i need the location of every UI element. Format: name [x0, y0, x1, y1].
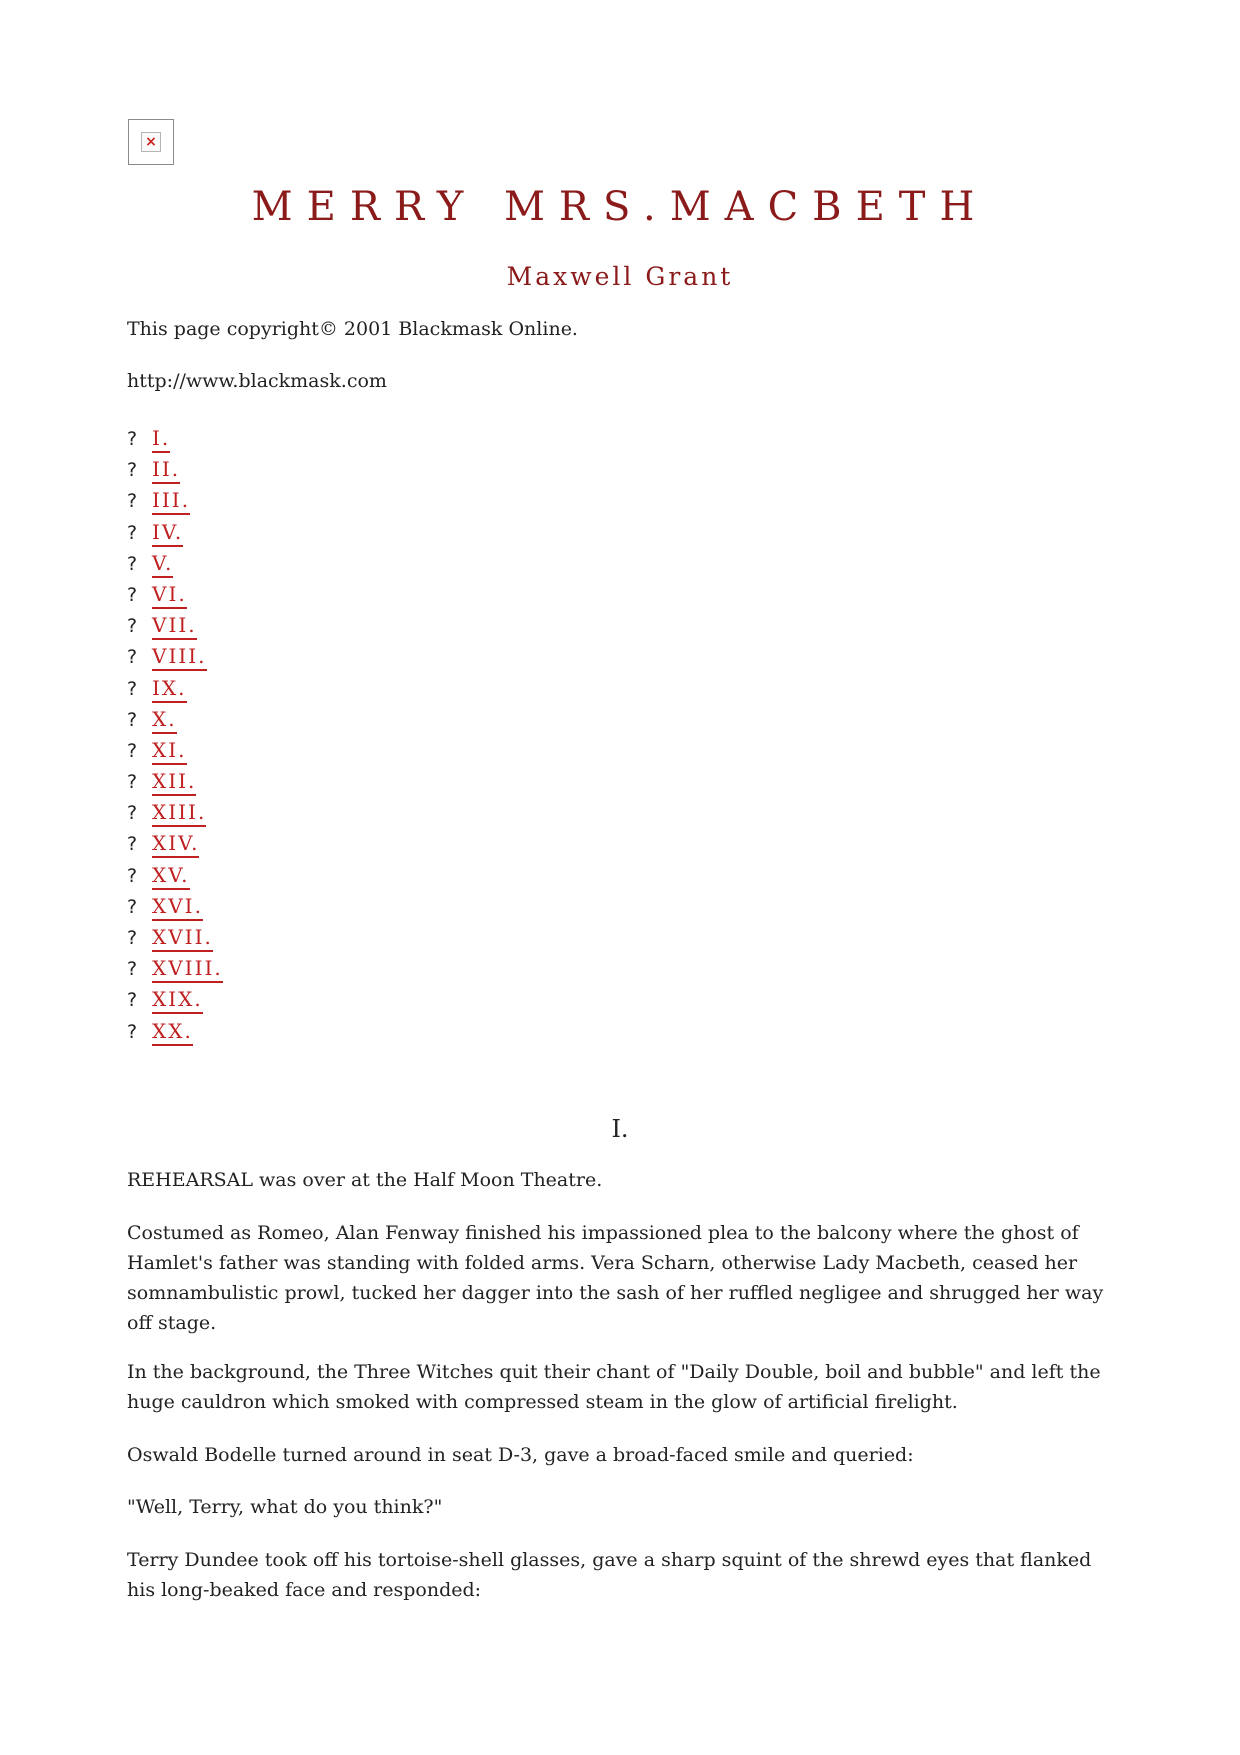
toc-bullet: ? — [127, 927, 138, 949]
toc-item — [127, 1017, 223, 1048]
toc-link-19[interactable]: XIX. — [152, 987, 203, 1014]
toc-bullet: ? — [127, 802, 138, 825]
toc-item — [127, 829, 223, 860]
toc-link-7[interactable]: VII. — [152, 613, 197, 640]
toc-bullet: ? — [127, 708, 138, 731]
toc-link-9[interactable]: IX. — [152, 676, 187, 703]
toc-item — [127, 892, 223, 923]
broken-image-x-icon: × — [145, 134, 157, 150]
toc-item — [127, 424, 223, 455]
toc-link-11[interactable]: XI. — [152, 738, 187, 765]
broken-image-frame — [141, 132, 161, 152]
toc-item — [127, 767, 223, 798]
toc-link-12[interactable]: XII. — [152, 769, 196, 796]
toc-bullet: ? — [127, 895, 138, 918]
toc-link-17[interactable]: XVII. — [152, 925, 213, 952]
toc-bullet: ? — [127, 646, 138, 669]
copyright-notice: This page copyright© 2001 Blackmask Online. — [127, 318, 578, 340]
toc-link-3[interactable]: III. — [152, 488, 190, 515]
toc-link-16[interactable]: XVI. — [152, 894, 203, 921]
paragraph-6: Terry Dundee took off his tortoise-shell glasses, gave a sharp squint of the shrewd eyes that flanked his long-beaked face and responded: — [127, 1549, 1092, 1601]
toc-item — [127, 705, 223, 736]
toc-item — [127, 518, 223, 549]
toc-link-5[interactable]: V. — [152, 551, 173, 578]
toc-bullet: ? — [127, 552, 138, 575]
toc-bullet: ? — [127, 428, 138, 450]
toc-item — [127, 580, 223, 611]
toc-link-4[interactable]: IV. — [152, 520, 183, 547]
toc-link-1[interactable]: I. — [152, 426, 170, 453]
toc-bullet: ? — [127, 989, 138, 1012]
document-title: MERRY MRS.MACBETH — [251, 184, 989, 230]
toc-bullet: ? — [127, 677, 138, 700]
toc-item — [127, 736, 223, 767]
toc-item — [127, 455, 223, 486]
document-author: Maxwell Grant — [506, 262, 734, 291]
toc-link-18[interactable]: XVIII. — [152, 956, 223, 983]
toc-bullet: ? — [127, 521, 138, 544]
toc-item — [127, 861, 223, 892]
toc-item — [127, 611, 223, 642]
paragraph-2: Costumed as Romeo, Alan Fenway finished his impassioned plea to the balcony where the ghost of Hamlet's father was standing with folded arms. Vera Scharn, otherwise Lady Macbeth, ceased her somnambulistic prowl, tucked her dagger into the sash of her ruffled negligee and shrugged her way off stage. — [127, 1222, 1104, 1334]
toc-bullet: ? — [127, 490, 138, 513]
source-url: http://www.blackmask.com — [127, 370, 387, 392]
toc-bullet: ? — [127, 771, 138, 794]
toc-link-6[interactable]: VI. — [152, 582, 187, 609]
paragraph-5: "Well, Terry, what do you think?" — [127, 1496, 443, 1518]
toc-item — [127, 923, 223, 954]
toc-bullet: ? — [127, 833, 138, 856]
toc-link-13[interactable]: XIII. — [152, 800, 206, 827]
toc-link-8[interactable]: VIII. — [152, 644, 207, 671]
paragraph-1: REHEARSAL was over at the Half Moon Theatre. — [127, 1169, 603, 1191]
toc-item — [127, 674, 223, 705]
toc-bullet: ? — [127, 864, 138, 887]
toc-link-10[interactable]: X. — [152, 707, 177, 734]
toc-bullet: ? — [127, 739, 138, 762]
toc-item — [127, 798, 223, 829]
toc-link-15[interactable]: XV. — [152, 863, 190, 890]
paragraph-4: Oswald Bodelle turned around in seat D-3, gave a broad-faced smile and queried: — [127, 1444, 914, 1466]
toc-bullet: ? — [127, 958, 138, 981]
toc-link-14[interactable]: XIV. — [152, 831, 199, 858]
broken-image-icon — [128, 119, 174, 165]
toc-bullet: ? — [127, 1020, 138, 1043]
paragraph-3: In the background, the Three Witches quit their chant of "Daily Double, boil and bubble" and left the huge cauldron which smoked with compressed steam in the glow of artificial firelight. — [127, 1361, 1101, 1413]
toc-bullet: ? — [127, 583, 138, 606]
toc-bullet: ? — [127, 615, 138, 638]
table-of-contents — [127, 424, 223, 1048]
toc-item — [127, 642, 223, 673]
toc-item — [127, 954, 223, 985]
chapter-heading: I. — [611, 1115, 629, 1143]
toc-item — [127, 985, 223, 1016]
toc-bullet: ? — [127, 459, 138, 482]
toc-link-2[interactable]: II. — [152, 457, 180, 484]
toc-item — [127, 486, 223, 517]
toc-link-20[interactable]: XX. — [152, 1019, 193, 1046]
toc-item — [127, 549, 223, 580]
